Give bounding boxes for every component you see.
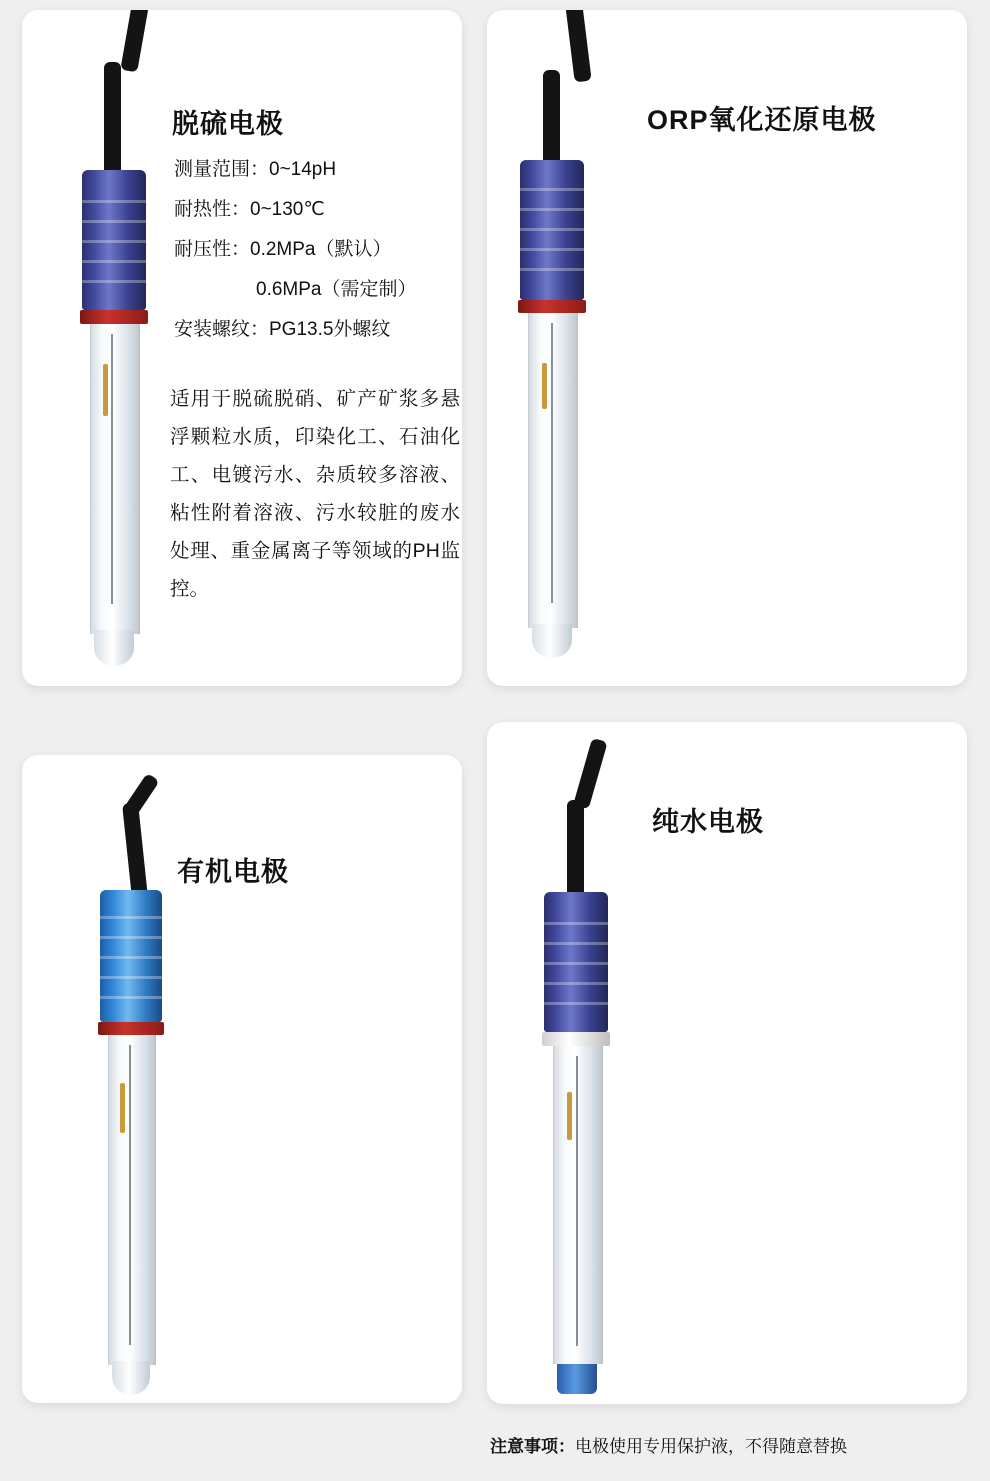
cable-segment bbox=[565, 10, 592, 82]
electrode-body bbox=[108, 1035, 156, 1365]
seal-ring bbox=[80, 310, 148, 324]
electrode-body bbox=[90, 324, 140, 634]
spec-item: 耐热性：0~130℃ bbox=[174, 199, 325, 220]
electrode-cap bbox=[520, 160, 584, 300]
product-card-desulfurization bbox=[22, 10, 462, 686]
note-label: 注意事项： bbox=[490, 1437, 575, 1456]
card-title: ORP氧化还原电极 bbox=[647, 105, 877, 135]
note-body: 电极使用专用保护液，不得随意替换 bbox=[575, 1437, 847, 1456]
electrode-tip bbox=[94, 630, 134, 666]
cable-segment bbox=[122, 802, 148, 903]
seal-ring bbox=[98, 1022, 164, 1035]
card-title: 纯水电极 bbox=[652, 807, 764, 837]
spec-item: 安装螺纹：PG13.5外螺纹 bbox=[174, 319, 391, 340]
footer-note bbox=[490, 1432, 847, 1457]
spec-item: 0.6MPa（需定制） bbox=[256, 279, 417, 300]
product-card-orp bbox=[487, 10, 967, 686]
electrode-tip bbox=[557, 1364, 597, 1394]
cable-segment bbox=[573, 738, 608, 810]
electrode-tip bbox=[532, 624, 572, 658]
card-description: 适用于脱硫脱硝、矿产矿浆多悬浮颗粒水质，印染化工、石油化工、电镀污水、杂质较多溶液、粘性附着溶液、污水较脏的废水处理、重金属离子等领域的PH监控。 bbox=[170, 388, 460, 600]
electrode-cap bbox=[100, 890, 162, 1022]
spec-item: 测量范围：0~14pH bbox=[174, 159, 337, 180]
product-card-pure-water bbox=[487, 722, 967, 1404]
electrode-body bbox=[553, 1046, 603, 1364]
electrode-tip bbox=[112, 1361, 150, 1395]
seal-ring bbox=[518, 300, 586, 313]
product-card-organic bbox=[22, 755, 462, 1403]
cable-segment bbox=[120, 10, 149, 72]
electrode-body bbox=[528, 313, 578, 628]
electrode-cap bbox=[544, 892, 608, 1032]
spec-item: 耐压性：0.2MPa（默认） bbox=[174, 239, 392, 260]
card-title: 脱硫电极 bbox=[172, 109, 284, 139]
card-title: 有机电极 bbox=[177, 857, 289, 887]
seal-ring bbox=[542, 1032, 610, 1046]
spec-list bbox=[174, 150, 416, 350]
electrode-cap bbox=[82, 170, 146, 310]
